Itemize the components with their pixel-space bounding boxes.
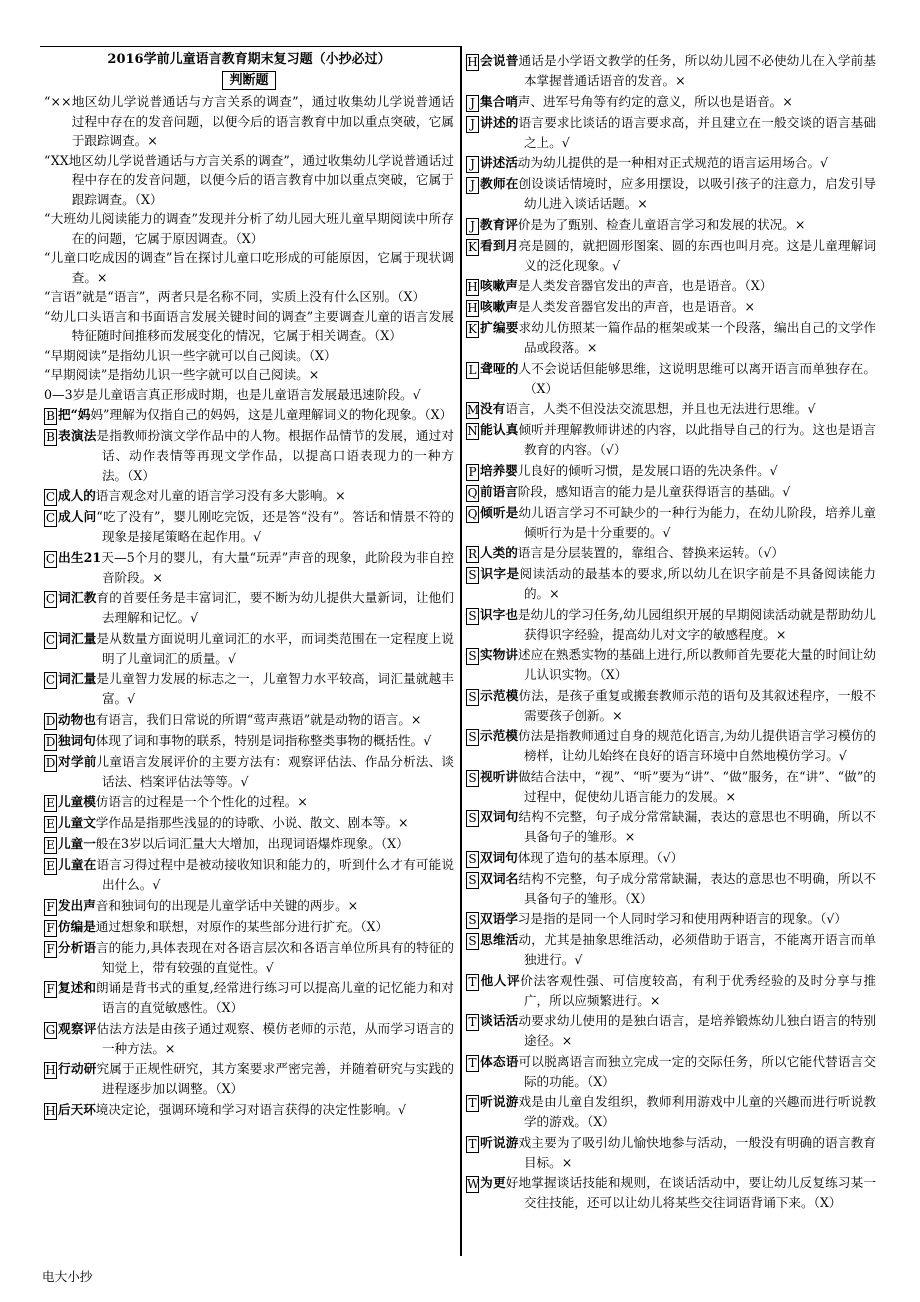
index-letter-box: T <box>466 1095 479 1112</box>
item-text: “早期阅读”是指幼儿识一些字就可以自己阅读。（X） <box>44 347 337 363</box>
item-text: 是人类发音器官发出的声音，也是语音。（X） <box>517 278 773 293</box>
item-text: 语言观念对儿童的语言学习没有多大影响。× <box>95 488 346 503</box>
index-letter-box: C <box>45 673 56 687</box>
question-item <box>466 297 876 317</box>
index-letter-box: E <box>44 858 57 875</box>
item-lead: 教育评 <box>480 216 518 232</box>
index-letter-box: S <box>466 912 479 929</box>
index-letter-box: G <box>45 1022 56 1037</box>
index-letter-box: M <box>467 403 480 417</box>
right-column <box>466 50 876 1213</box>
item-lead: 倾听是 <box>480 504 519 520</box>
item-lead: 识字也 <box>480 606 518 622</box>
question-item <box>44 507 454 547</box>
item-text: 人不会说话但能够思维，这说明思维可以离开语言而单独存在。（X） <box>518 360 877 396</box>
item-lead: 动物也 <box>58 711 96 727</box>
question-item <box>466 1173 876 1213</box>
item-lead: 词汇教 <box>58 590 97 605</box>
index-letter-box: S <box>466 689 479 706</box>
question-item <box>44 629 454 669</box>
item-text: 育的首要任务是丰富词汇，要不断为幼儿提供大量新词，让他们去理解和记忆。√ <box>96 590 455 625</box>
item-text: 朗诵是背书式的重复,经常进行练习可以提高儿童的记忆能力和对语言的直觉敏感性。（X） <box>95 980 454 1015</box>
item-lead: 聋哑的 <box>480 360 519 376</box>
item-lead: 咳嗽声 <box>480 299 518 314</box>
question-item <box>466 113 876 153</box>
item-text: 阶段，感知语言的能力是儿童获得语言的基础。√ <box>517 483 791 499</box>
item-lead: 体态语 <box>480 1053 519 1069</box>
question-item <box>44 752 454 792</box>
index-letter-box: E <box>44 795 57 812</box>
item-text: 仿语言的过程是一个个性化的过程。× <box>95 794 308 809</box>
index-letter-box: C <box>45 592 56 606</box>
index-letter-box: J <box>466 95 479 112</box>
question-item <box>44 938 454 978</box>
question-item <box>44 917 454 937</box>
item-lead: 培养婴 <box>480 462 518 478</box>
item-lead: 实物讲 <box>480 647 518 662</box>
item-text: 般在3岁以后词汇量大大增加，出现词语爆炸现象。（X） <box>95 836 409 851</box>
index-letter-box: Q <box>467 506 478 521</box>
item-text: 创设谈话情境时，应多用摆设，以吸引孩子的注意力，启发引导幼儿进入谈话话题。× <box>518 176 877 211</box>
item-text: 学作品是指那些浅显的的诗歌、小说、散文、剧本等。× <box>95 815 409 830</box>
index-letter-box: S <box>466 810 479 827</box>
item-lead: 双词句 <box>480 809 519 824</box>
question-item <box>44 385 454 405</box>
index-letter-box: F <box>44 981 57 998</box>
section-heading: 判断题 <box>222 71 275 90</box>
question-item <box>44 669 454 709</box>
item-lead: 出生21 <box>58 549 102 565</box>
question-item <box>44 248 454 287</box>
question-item <box>466 399 876 419</box>
item-text: 是指教师扮演文学作品中的人物。根据作品情节的发展，通过对话、动作表情等再现文学作品，以提高口语表现力的一种方法。（X） <box>96 428 455 483</box>
item-text: 价是为了甄别、检查儿童语言学习和发展的状况。× <box>517 216 806 232</box>
item-text: “吃了没有”，婴儿刚吃完饭，还是答“没有”。答话和情景不符的现象是接尾策略在起作用。√ <box>96 509 454 544</box>
question-item <box>44 307 454 346</box>
item-text: 音和独词句的出现是儿童学话中关键的两步。× <box>95 897 359 913</box>
question-item <box>44 365 454 385</box>
item-text: 妈”理解为仅指自己的妈妈，这是儿童理解词义的物化现象。（X） <box>90 407 453 422</box>
index-letter-box: K <box>466 321 479 338</box>
index-letter-box: J <box>466 156 479 173</box>
index-letter-box: F <box>44 899 57 916</box>
item-text: 语言是分层装置的，靠组合、替换来运转。（√） <box>517 545 784 560</box>
item-text: 做结合法中，“视”、“听”要为“讲”、“做”服务，在“讲”、“做”的过程中，促使幼儿语言能力的发展。× <box>518 768 876 804</box>
question-item <box>466 645 876 685</box>
item-lead: 思维活 <box>480 932 519 947</box>
item-lead: 词汇量 <box>58 630 97 646</box>
item-lead: 复述和 <box>58 980 96 995</box>
question-item <box>44 548 454 588</box>
question-item <box>44 151 454 210</box>
question-item <box>466 848 876 868</box>
question-item <box>44 1059 454 1099</box>
item-text: 有语言，我们日常说的所谓“莺声燕语”就是动物的语言。× <box>95 711 422 727</box>
item-text: 儿良好的倾听习惯，是发展口语的先决条件。√ <box>517 462 778 478</box>
item-lead: 儿童模 <box>58 794 96 809</box>
item-lead: 讲述活 <box>480 155 518 170</box>
index-letter-box: T <box>466 974 479 991</box>
item-text: 言的能力,具体表现在对各语言层次和各语言单位所具有的特征的知觉上，带有较强的直觉性。√ <box>95 939 454 975</box>
question-item <box>466 971 876 1011</box>
question-item <box>44 834 454 854</box>
question-item <box>44 792 454 812</box>
index-letter-box: H <box>45 1063 56 1077</box>
item-lead: 独词句 <box>58 732 96 748</box>
item-text: 戏主要为了吸引幼儿愉快地参与活动，一般没有明确的语言教育目标。× <box>518 1134 877 1170</box>
item-text: 境决定论，强调环境和学习对语言获得的决定性影响。√ <box>95 1101 407 1117</box>
item-text: 结构不完整，句子成分常常缺漏，表达的意思也不明确，所以不具备句子的雏形。（X） <box>518 870 877 906</box>
item-lead: 没有 <box>480 401 506 416</box>
item-text: 儿童语言发展评价的主要方法有：观察评估法、作品分析法、谈话法、档案评估法等等。√ <box>96 753 455 789</box>
item-lead: 成人的 <box>58 488 96 503</box>
item-lead: 为更 <box>480 1175 506 1190</box>
question-item <box>466 1052 876 1092</box>
index-letter-box: S <box>466 608 479 625</box>
item-text: 幼儿语言学习不可缺少的一种行为能力，在幼儿阶段，培养儿童倾听行为是十分重要的。√ <box>518 504 877 540</box>
item-lead: 集合哨 <box>480 93 518 109</box>
question-item <box>44 710 454 730</box>
item-text: 述应在熟悉实物的基础上进行,所以教师首先要花大量的时间让幼儿认识实物。（X） <box>517 647 876 682</box>
item-text: 阅读活动的最基本的要求,所以幼儿在识字前是不具备阅读能力的。× <box>519 566 877 601</box>
index-letter-box: S <box>466 567 479 584</box>
question-item <box>466 359 876 399</box>
index-letter-box: L <box>466 362 479 379</box>
question-item <box>466 215 876 235</box>
item-lead: 人类的 <box>480 545 518 560</box>
item-lead: 儿童文 <box>58 815 96 830</box>
item-text: “儿童口吃成因的调查”旨在探讨儿童口吃形成的可能原因，它属于现状调查。× <box>44 250 454 285</box>
index-letter-box: E <box>44 816 57 833</box>
question-item <box>466 930 876 970</box>
index-letter-box: J <box>466 116 479 133</box>
item-lead: 听说游 <box>480 1094 519 1109</box>
item-lead: 他人评 <box>480 972 521 988</box>
item-lead: 词汇量 <box>58 671 97 686</box>
question-item <box>466 543 876 563</box>
question-item <box>44 209 454 248</box>
item-text: “××地区幼儿学说普通话与方言关系的调查”，通过收集幼儿学说普通话过程中存在的发音问题，以便今后的语言教育中加以重点突破，它属于跟踪调查。× <box>44 94 454 148</box>
item-text: 亮是圆的，就把圆形图案、圆的东西也叫月亮。这是儿童理解词义的泛化现象。√ <box>518 237 877 273</box>
index-letter-box: P <box>466 464 479 481</box>
index-letter-box: R <box>467 547 478 561</box>
question-item <box>466 92 876 112</box>
index-letter-box: H <box>467 280 478 294</box>
index-letter-box: C <box>45 551 56 566</box>
item-lead: 扩编要 <box>480 320 519 335</box>
question-item <box>466 1011 876 1051</box>
item-lead: 双词句 <box>480 849 518 865</box>
question-item <box>44 92 454 151</box>
item-text: 体现了词和事物的联系，特别是词指称整类事物的概括性。√ <box>95 732 432 748</box>
question-item <box>466 807 876 847</box>
index-letter-box: C <box>45 632 56 647</box>
item-lead: 识字是 <box>480 566 520 581</box>
item-text: 是儿童智力发展的标志之一，儿童智力水平较高，词汇量就越丰富。√ <box>96 671 455 706</box>
right-item-list <box>466 51 876 1213</box>
question-item <box>44 813 454 833</box>
item-lead: 咳嗽声 <box>480 278 518 293</box>
question-item <box>466 236 876 276</box>
item-text: “幼儿口头语言和书面语言发展关键时间的调查”主要调查儿童的语言发展特征随时间推移而发展变化的情况，它属于相关调查。（X） <box>44 308 454 343</box>
item-lead: 把“妈 <box>58 407 91 422</box>
index-letter-box: B <box>44 408 57 425</box>
question-item <box>44 486 454 506</box>
item-text: “大班幼儿阅读能力的调查”发现并分析了幼儿园大班儿童早期阅读中所存在的问题，它属于原因调查。（X） <box>44 211 454 246</box>
item-lead: 看到月 <box>480 237 519 253</box>
item-lead: 发出声 <box>58 897 96 913</box>
item-text: 究属于正规性研究，其方案要求严密完善，并随着研究与实践的进程逐步加以调整。（X） <box>96 1061 455 1096</box>
index-letter-box: T <box>466 1014 479 1031</box>
index-letter-box: D <box>45 734 56 749</box>
question-item <box>466 564 876 604</box>
top-rule <box>40 46 460 47</box>
item-text: 结构不完整，句子成分常常缺漏，表达的意思也不明确，所以不具备句子的雏形。× <box>518 809 877 844</box>
question-item <box>466 909 876 929</box>
question-item <box>44 731 454 751</box>
question-item <box>44 346 454 366</box>
item-lead: 会说普 <box>480 53 519 68</box>
item-lead: 双词名 <box>480 870 519 886</box>
item-text: 语言要求比谈话的语言要求高，并且建立在一般交谈的语言基础之上。√ <box>518 114 877 150</box>
question-item <box>466 1133 876 1173</box>
question-item <box>44 1019 454 1059</box>
item-text: 语言，人类不但没法交流思想，并且也无法进行思维。√ <box>505 401 816 416</box>
question-item <box>466 503 876 543</box>
item-text: 通过想象和联想，对原作的某些部分进行扩充。（X） <box>95 918 389 934</box>
item-lead: 谈话活 <box>480 1013 519 1028</box>
item-lead: 视听讲 <box>480 768 519 784</box>
item-lead: 成人问 <box>58 509 97 524</box>
item-lead: 讲述的 <box>480 114 519 130</box>
question-item <box>466 726 876 766</box>
index-letter-box: H <box>45 1103 56 1118</box>
question-item <box>44 978 454 1018</box>
question-item <box>466 174 876 214</box>
item-text: 是幼儿的学习任务,幼儿园组织开展的早期阅读活动就是帮助幼儿获得识字经验，提高幼儿对文字的敏感程度。× <box>517 606 876 642</box>
item-text: 好地掌握谈话技能和规则，在谈话活动中，要让幼儿反复练习某一交往技能，还可以让幼儿将某些交往词语背诵下来。（X） <box>505 1175 877 1210</box>
index-letter-box: F <box>44 941 57 958</box>
item-text: 语言习得过程中是被动接收知识和能力的，听到什么才有可能说出什么。√ <box>96 857 455 892</box>
index-letter-box: E <box>44 837 57 854</box>
item-text: “XX地区幼儿学说普通话与方言关系的调查”，通过收集幼儿学说普通话过程中存在的发音问题，以便今后的语言教育中加以重点突破，它属于跟踪调查。（X） <box>44 152 454 207</box>
index-letter-box: Q <box>467 485 478 500</box>
question-item <box>466 482 876 502</box>
item-lead: 前语言 <box>480 483 518 499</box>
item-text: 动要求幼儿使用的是独白语言，是培养锻炼幼儿独白语言的特别途径。× <box>518 1013 877 1048</box>
item-text: 是从数量方面说明儿童词汇的水平，而词类范围在一定程度上说明了儿童词汇的质量。√ <box>96 630 455 666</box>
item-lead: 行动研 <box>58 1061 97 1076</box>
section-heading-wrap <box>44 70 454 90</box>
left-item-list <box>44 92 454 1120</box>
question-item <box>44 405 454 425</box>
index-letter-box: B <box>44 429 57 446</box>
item-text: “早期阅读”是指幼儿识一些字就可以自己阅读。× <box>44 367 320 382</box>
question-item <box>466 686 876 726</box>
question-item <box>466 420 876 460</box>
item-lead: 双语学 <box>480 911 518 926</box>
item-lead: 表演法 <box>58 428 97 443</box>
index-letter-box: T <box>466 1136 479 1153</box>
item-text: 可以脱离语言而独立完成一定的交际任务，所以它能代替语言交际的功能。（X） <box>518 1053 877 1089</box>
left-column <box>44 50 454 1120</box>
item-lead: 儿童在 <box>58 857 97 872</box>
question-item <box>466 767 876 807</box>
question-item <box>466 1092 876 1132</box>
item-lead: 示范模 <box>480 728 518 743</box>
index-letter-box: N <box>467 424 478 438</box>
index-letter-box: H <box>467 55 478 69</box>
question-item <box>466 276 876 296</box>
item-lead: 对学前 <box>58 753 97 769</box>
index-letter-box: S <box>466 872 479 889</box>
index-letter-box: C <box>45 490 56 504</box>
item-text: 倾听并理解教师讲述的内容，以此指导自己的行为。这也是语言教育的内容。（√） <box>518 422 877 457</box>
question-item <box>466 869 876 909</box>
index-letter-box: D <box>45 713 56 728</box>
index-letter-box: S <box>466 770 479 787</box>
question-item <box>466 461 876 481</box>
item-text: 仿法，是孩子重复或搬套教师示范的语句及其叙述程序，一般不需要孩子创新。× <box>518 687 877 723</box>
item-lead: 能认真 <box>480 422 519 437</box>
item-text: “言语”就是“语言”，两者只是名称不同，实质上没有什么区别。（X） <box>44 289 426 304</box>
item-lead: 儿童一 <box>58 836 96 851</box>
index-letter-box: J <box>466 177 479 194</box>
item-text: 0—3岁是儿童语言真正形成时期，也是儿童语言发展最迅速阶段。√ <box>44 386 421 402</box>
item-text: 估法方法是由孩子通过观察、模仿老师的示范，从而学习语言的一种方法。× <box>96 1020 455 1056</box>
item-text: 动为幼儿提供的是一种相对正式规范的语言运用场合。√ <box>517 155 829 170</box>
question-item <box>466 318 876 358</box>
question-item <box>44 896 454 916</box>
column-divider <box>460 46 462 1256</box>
question-item <box>466 51 876 91</box>
item-text: 价法客观性强、可信度较高，有利于优秀经验的及时分享与推广，所以应频繁进行。× <box>520 972 877 1008</box>
index-letter-box: S <box>466 933 479 950</box>
item-lead: 听说游 <box>480 1134 519 1150</box>
item-text: 通话是小学语文教学的任务，所以幼儿园不必使幼儿在入学前基本掌握普通话语音的发音。× <box>518 53 877 88</box>
item-text: 习是指的是同一个人同时学习和使用两种语言的现象。（√） <box>517 911 847 926</box>
index-letter-box: S <box>466 851 479 868</box>
index-letter-box: C <box>45 511 56 525</box>
index-letter-box: F <box>44 920 57 937</box>
index-letter-box: H <box>467 301 478 315</box>
question-item <box>44 426 454 485</box>
item-text: 动，尤其是抽象思维活动，必须借助于语言，不能离开语言而单独进行。√ <box>518 932 877 967</box>
page-footer: 电大小抄 <box>42 1269 93 1284</box>
question-item <box>44 588 454 628</box>
item-lead: 观察评 <box>58 1020 97 1036</box>
index-letter-box: S <box>466 648 479 665</box>
item-text: 求幼儿仿照某一篇作品的框架或某一个段落，编出自己的文学作品或段落。× <box>518 320 877 355</box>
index-letter-box: W <box>467 1177 480 1191</box>
index-letter-box: S <box>466 729 479 746</box>
item-lead: 分析语 <box>58 939 96 955</box>
item-lead: 示范模 <box>480 687 519 703</box>
index-letter-box: D <box>45 755 56 770</box>
question-item <box>44 287 454 307</box>
index-letter-box: T <box>466 1055 479 1072</box>
question-item <box>44 855 454 895</box>
question-item <box>466 605 876 645</box>
item-lead: 仿编是 <box>58 918 96 934</box>
item-lead: 后天环 <box>58 1101 96 1117</box>
question-item <box>44 1100 454 1120</box>
index-letter-box: J <box>466 218 479 235</box>
document-title: 2016学前儿童语言教育期末复习题（小抄必过） <box>107 52 391 67</box>
question-item <box>466 153 876 173</box>
index-letter-box: K <box>466 239 479 256</box>
item-text: 体现了造句的基本原理。（√） <box>517 849 684 865</box>
item-text: 戏是由儿童自发组织，教师利用游戏中儿童的兴趣而进行听说教学的游戏。（X） <box>518 1094 877 1129</box>
item-text: 是人类发音器官发出的声音，也是语音。× <box>517 299 756 314</box>
item-lead: 教师在 <box>480 176 519 191</box>
item-text: 声、进军号角等有约定的意义，所以也是语音。× <box>517 93 793 109</box>
item-text: 天—5个月的婴儿，有大量“玩弄”声音的现象，此阶段为非自控音阶段。× <box>101 549 455 585</box>
item-text: 仿法是指教师通过自身的规范化语言,为幼儿提供语言学习模仿的榜样，让幼儿始终在良好的语言环境中自然地模仿学习。√ <box>517 728 876 763</box>
